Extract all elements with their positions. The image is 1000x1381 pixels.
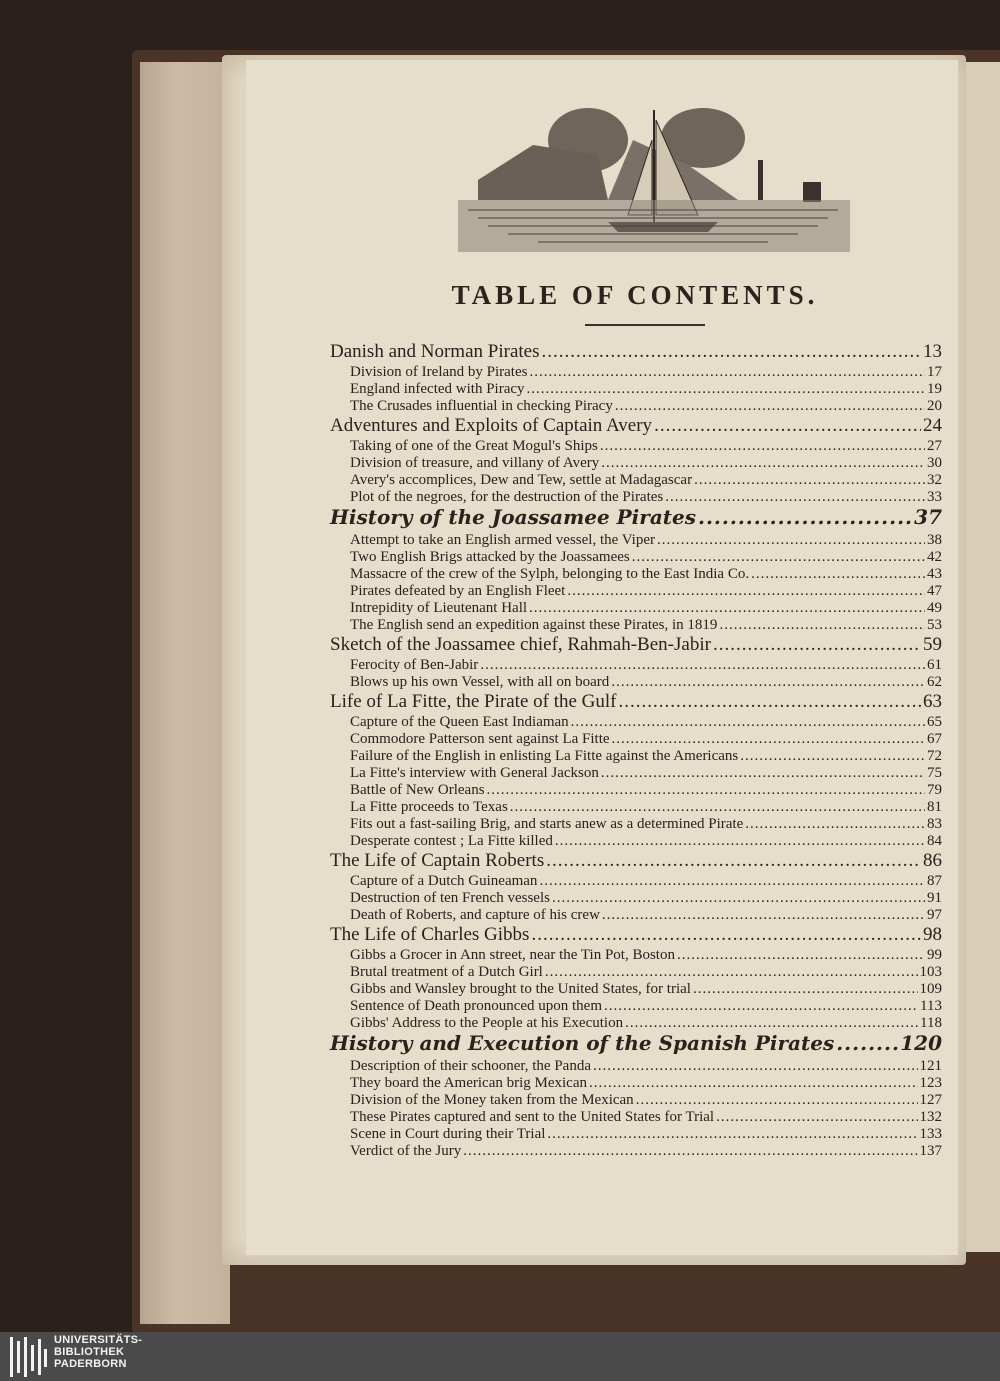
toc-page-number: 17 — [927, 364, 942, 380]
dot-leader — [677, 948, 925, 963]
toc-page-number: 97 — [927, 907, 942, 923]
toc-entry-label: Failure of the English in enlisting La Fitte against the Americans — [350, 748, 739, 764]
dot-leader — [567, 584, 925, 599]
toc-page-number: 47 — [927, 583, 942, 599]
dot-leader — [619, 692, 922, 711]
toc-chapter-entry — [330, 635, 942, 658]
dot-leader — [665, 490, 925, 505]
toc-page-number: 59 — [923, 634, 942, 655]
toc-subentry — [330, 456, 942, 473]
toc-subentry — [330, 982, 942, 999]
toc-entry-label: Sentence of Death pronounced upon them — [350, 998, 603, 1014]
dot-leader — [625, 1016, 918, 1031]
toc-subentry — [330, 550, 942, 567]
toc-subentry — [330, 874, 942, 891]
dot-leader — [745, 817, 925, 832]
toc-entry-label: The Life of Captain Roberts — [330, 850, 545, 871]
toc-subentry — [330, 1093, 942, 1110]
toc-entry-label: Sketch of the Joassamee chief, Rahmah-Ben-Jabir — [330, 634, 711, 655]
toc-entry-label: Pirates defeated by an English Fleet — [350, 583, 566, 599]
dot-leader — [601, 766, 925, 781]
toc-entry-label: These Pirates captured and sent to the United States for Trial — [350, 1109, 715, 1125]
toc-page-number: 27 — [927, 438, 942, 454]
toc-page-number: 30 — [927, 455, 942, 471]
toc-page-number: 72 — [927, 748, 942, 764]
toc-entry-label: Battle of New Orleans — [350, 782, 485, 798]
toc-page-number: 49 — [927, 600, 942, 616]
page-title: TABLE OF CONTENTS. — [451, 280, 819, 310]
toc-entry-label: The English send an expedition against these Pirates, in 1819 — [350, 617, 718, 633]
toc-entry-label: La Fitte proceeds to Texas — [350, 799, 508, 815]
dot-leader — [719, 618, 925, 633]
toc-entry-label: Description of their schooner, the Panda — [350, 1058, 591, 1074]
toc-entry-label: Scene in Court during their Trial — [350, 1126, 546, 1142]
dot-leader — [510, 800, 925, 815]
toc-page-number: 81 — [927, 799, 942, 815]
dot-leader — [529, 601, 925, 616]
dot-leader — [601, 456, 925, 471]
toc-entry-label: Life of La Fitte, the Pirate of the Gulf — [330, 691, 617, 712]
dot-leader — [654, 416, 921, 435]
dot-leader — [541, 342, 921, 361]
toc-entry-label: Capture of a Dutch Guineaman — [350, 873, 538, 889]
dot-leader — [602, 908, 925, 923]
toc-subentry — [330, 891, 942, 908]
toc-page-number: 137 — [919, 1143, 942, 1159]
toc-page-number: 132 — [919, 1109, 942, 1125]
dot-leader — [698, 507, 912, 527]
toc-page-number: 109 — [919, 981, 942, 997]
dot-leader — [615, 399, 925, 414]
library-name-line1: UNIVERSITÄTS- — [54, 1334, 143, 1346]
table-of-contents — [330, 342, 942, 1161]
toc-subentry — [330, 715, 942, 732]
toc-subentry — [330, 567, 942, 584]
toc-subentry — [330, 618, 942, 635]
endpaper-board — [140, 62, 230, 1324]
toc-page-number: 91 — [927, 890, 942, 906]
toc-entry-label: Adventures and Exploits of Captain Avery — [330, 415, 653, 436]
dot-leader — [527, 382, 925, 397]
toc-entry-label: Division of treasure, and villany of Avery — [350, 455, 600, 471]
toc-entry-label: Blows up his own Vessel, with all on board — [350, 674, 610, 690]
toc-entry-label: England infected with Piracy — [350, 381, 525, 397]
toc-subentry — [330, 749, 942, 766]
dot-leader — [612, 732, 925, 747]
toc-entry-label: Gibbs' Address to the People at his Execution — [350, 1015, 624, 1031]
toc-page-number: 79 — [927, 782, 942, 798]
dot-leader — [604, 999, 918, 1014]
library-footer-bar — [0, 1332, 1000, 1381]
toc-chapter-entry — [330, 692, 942, 715]
toc-subentry — [330, 439, 942, 456]
toc-entry-label: Brutal treatment of a Dutch Girl — [350, 964, 543, 980]
toc-page-number: 83 — [927, 816, 942, 832]
toc-entry-label: Massacre of the crew of the Sylph, belonging to the East India Co. — [350, 566, 750, 582]
toc-entry-label: The Life of Charles Gibbs — [330, 924, 530, 945]
toc-page-number: 43 — [927, 566, 942, 582]
toc-entry-label: La Fitte's interview with General Jackson — [350, 765, 599, 781]
library-logo-icon — [8, 1335, 48, 1379]
toc-subentry — [330, 999, 942, 1016]
dot-leader — [693, 982, 918, 997]
toc-chapter-entry — [330, 507, 942, 533]
toc-page-number: 87 — [927, 873, 942, 889]
toc-page-number: 127 — [919, 1092, 942, 1108]
dot-leader — [531, 925, 921, 944]
toc-subentry — [330, 908, 942, 925]
toc-page-number: 118 — [920, 1015, 942, 1031]
dot-leader — [636, 1093, 918, 1108]
toc-subentry — [330, 473, 942, 490]
dot-leader — [589, 1076, 918, 1091]
library-name — [54, 1334, 142, 1370]
dot-leader — [694, 473, 925, 488]
toc-subentry — [330, 365, 942, 382]
toc-entry-label: Fits out a fast-sailing Brig, and starts anew as a determined Pirate — [350, 816, 744, 832]
toc-subentry — [330, 658, 942, 675]
toc-page-number: 75 — [927, 765, 942, 781]
toc-entry-label: They board the American brig Mexican — [350, 1075, 587, 1091]
dot-leader — [716, 1110, 917, 1125]
toc-subentry — [330, 783, 942, 800]
toc-chapter-entry — [330, 342, 942, 365]
toc-page-number: 86 — [923, 850, 942, 871]
toc-subentry — [330, 732, 942, 749]
dot-leader — [545, 965, 918, 980]
toc-page-number: 53 — [927, 617, 942, 633]
toc-subentry — [330, 399, 942, 416]
dot-leader — [555, 834, 925, 849]
dot-leader — [571, 715, 925, 730]
library-name-line3: PADERBORN — [54, 1358, 127, 1370]
toc-entry-label: Verdict of the Jury — [350, 1143, 462, 1159]
toc-page-number: 61 — [927, 657, 942, 673]
dot-leader — [740, 749, 925, 764]
toc-page-number: 63 — [923, 691, 942, 712]
toc-subentry — [330, 1059, 942, 1076]
toc-entry-label: Commodore Patterson sent against La Fitte — [350, 731, 610, 747]
toc-page-number: 13 — [923, 341, 942, 362]
toc-entry-label: Gibbs and Wansley brought to the United States, for trial — [350, 981, 691, 997]
library-name-line2: BIBLIOTHEK — [54, 1346, 125, 1358]
toc-entry-label: Two English Brigs attacked by the Joassamees — [350, 549, 630, 565]
toc-subentry — [330, 675, 942, 692]
toc-chapter-entry — [330, 416, 942, 439]
toc-entry-label: History and Execution of the Spanish Pirates — [330, 1031, 835, 1055]
toc-subentry — [330, 965, 942, 982]
dot-leader — [546, 851, 921, 870]
toc-subentry — [330, 382, 942, 399]
toc-entry-label: Division of Ireland by Pirates — [350, 364, 528, 380]
toc-subentry — [330, 817, 942, 834]
toc-page-number: 67 — [927, 731, 942, 747]
toc-page-number: 120 — [900, 1031, 942, 1055]
toc-chapter-entry — [330, 851, 942, 874]
toc-subentry — [330, 948, 942, 965]
toc-entry-label: Avery's accomplices, Dew and Tew, settle at Madagascar — [350, 472, 693, 488]
dot-leader — [836, 1033, 898, 1053]
dot-leader — [480, 658, 925, 673]
dot-leader — [611, 675, 925, 690]
toc-page-number: 37 — [914, 505, 942, 529]
toc-entry-label: Destruction of ten French vessels — [350, 890, 550, 906]
toc-entry-label: Attempt to take an English armed vessel, the Viper — [350, 532, 655, 548]
toc-subentry — [330, 601, 942, 618]
toc-page-number: 24 — [923, 415, 942, 436]
toc-page-number: 19 — [927, 381, 942, 397]
toc-subentry — [330, 800, 942, 817]
toc-entry-label: Division of the Money taken from the Mexican — [350, 1092, 634, 1108]
toc-page-number: 99 — [927, 947, 942, 963]
toc-page-number: 113 — [920, 998, 942, 1014]
toc-entry-label: Desperate contest ; La Fitte killed — [350, 833, 553, 849]
toc-subentry — [330, 1144, 942, 1161]
toc-subentry — [330, 1110, 942, 1127]
toc-subentry — [330, 834, 942, 851]
dot-leader — [600, 439, 925, 454]
dot-leader — [751, 567, 925, 582]
toc-chapter-entry — [330, 925, 942, 948]
toc-entry-label: Intrepidity of Lieutenant Hall — [350, 600, 528, 616]
toc-entry-label: Plot of the negroes, for the destruction of the Pirates — [350, 489, 664, 505]
title-divider — [585, 324, 705, 326]
toc-page-number: 33 — [927, 489, 942, 505]
dot-leader — [539, 874, 925, 889]
toc-page-number: 20 — [927, 398, 942, 414]
toc-subentry — [330, 533, 942, 550]
toc-entry-label: Death of Roberts, and capture of his crew — [350, 907, 600, 923]
dot-leader — [547, 1127, 917, 1142]
toc-page-number: 121 — [919, 1058, 942, 1074]
toc-page-number: 133 — [919, 1126, 942, 1142]
toc-entry-label: The Crusades influential in checking Piracy — [350, 398, 613, 414]
toc-entry-label: History of the Joassamee Pirates — [330, 505, 696, 529]
toc-subentry — [330, 584, 942, 601]
dot-leader — [632, 550, 925, 565]
harbor-engraving — [458, 100, 850, 252]
toc-entry-label: Taking of one of the Great Mogul's Ships — [350, 438, 598, 454]
dot-leader — [657, 533, 925, 548]
toc-entry-label: Gibbs a Grocer in Ann street, near the Tin Pot, Boston — [350, 947, 675, 963]
toc-subentry — [330, 1076, 942, 1093]
dot-leader — [463, 1144, 917, 1159]
toc-page-number: 98 — [923, 924, 942, 945]
toc-page-number: 65 — [927, 714, 942, 730]
toc-page-number: 103 — [919, 964, 942, 980]
dot-leader — [713, 635, 921, 654]
toc-page-number: 32 — [927, 472, 942, 488]
toc-page-number: 84 — [927, 833, 942, 849]
toc-subentry — [330, 1127, 942, 1144]
dot-leader — [487, 783, 925, 798]
toc-page-number: 62 — [927, 674, 942, 690]
toc-page-number: 42 — [927, 549, 942, 565]
toc-entry-label: Danish and Norman Pirates — [330, 341, 540, 362]
dot-leader — [529, 365, 925, 380]
dot-leader — [593, 1059, 918, 1074]
toc-page-number: 123 — [919, 1075, 942, 1091]
toc-page-number: 38 — [927, 532, 942, 548]
toc-subentry — [330, 766, 942, 783]
toc-chapter-entry — [330, 1033, 942, 1059]
dot-leader — [552, 891, 925, 906]
toc-entry-label: Ferocity of Ben-Jabir — [350, 657, 479, 673]
toc-entry-label: Capture of the Queen East Indiaman — [350, 714, 569, 730]
